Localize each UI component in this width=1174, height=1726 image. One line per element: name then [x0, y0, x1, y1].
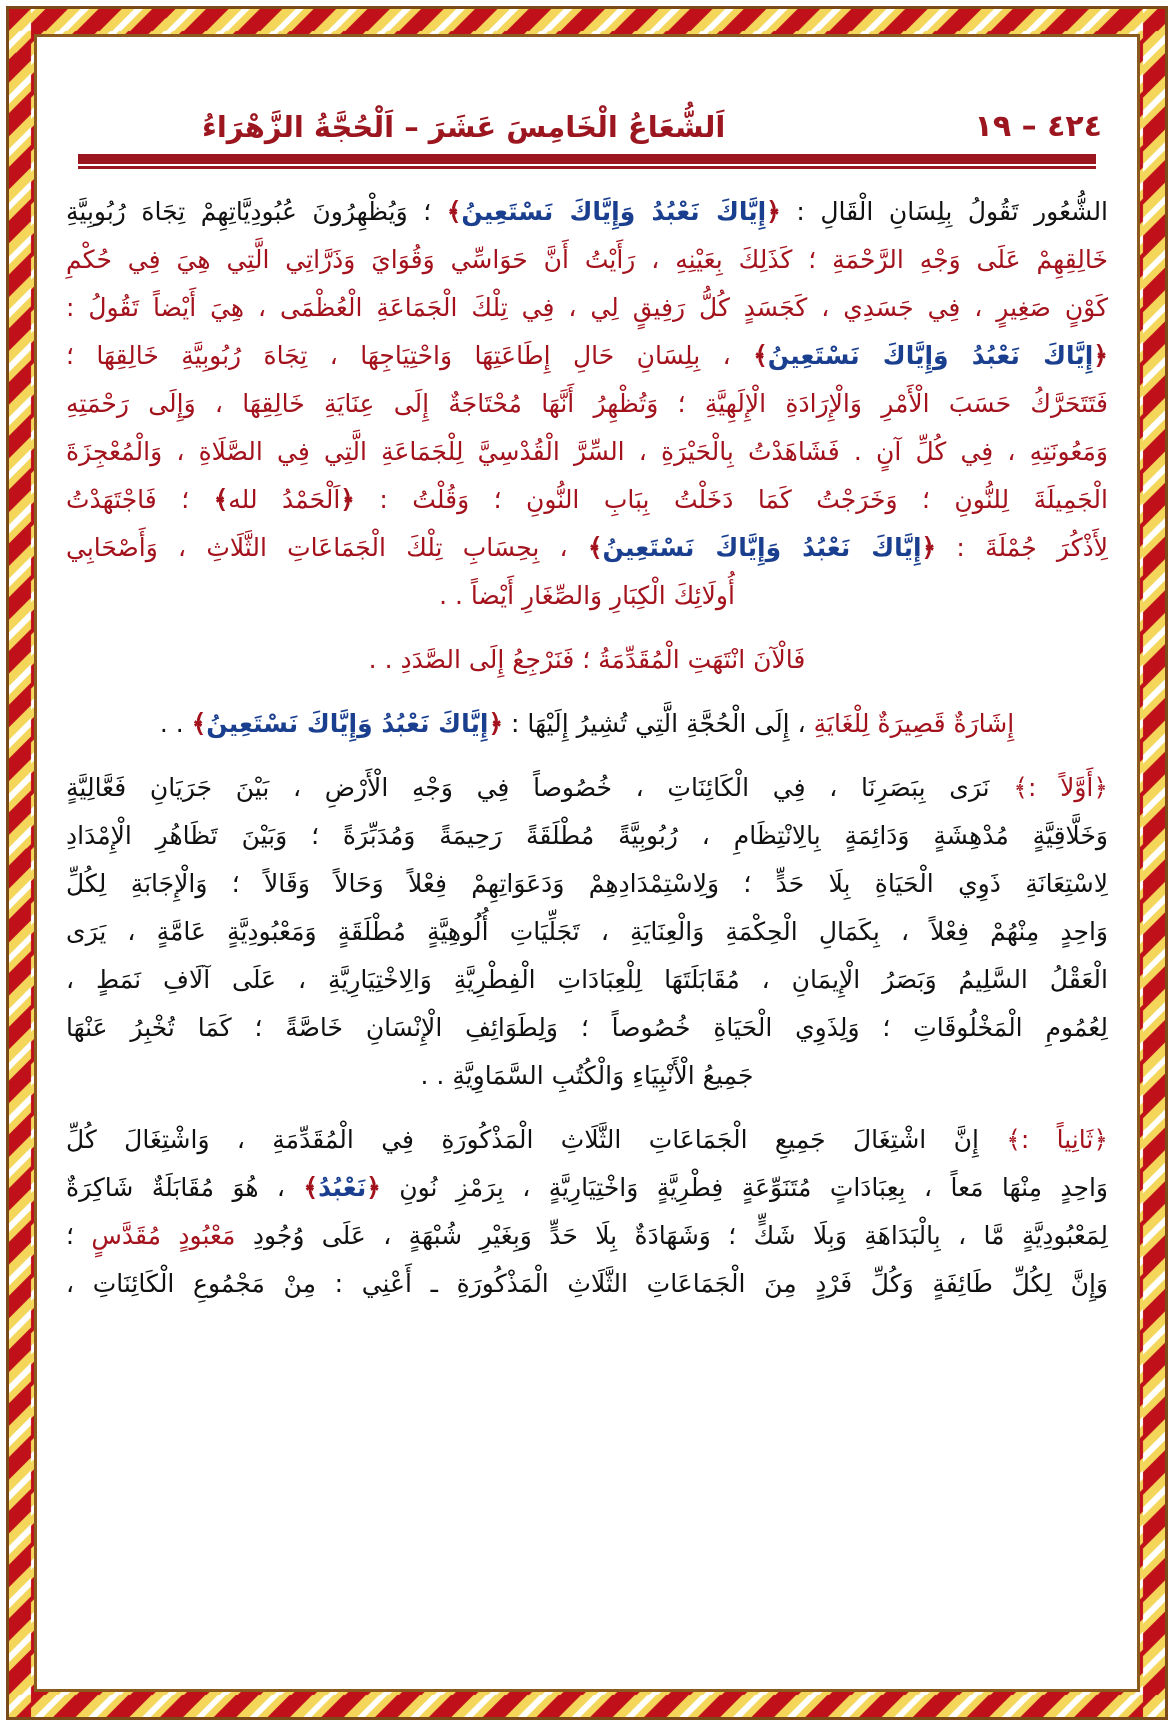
line-4-rest: ، بِلِسَانِ حَالِ إِطَاعَتِهَا وَاحْتِيَاجِهَا ، تِجَاهَ رُبُوبِيَّةِ خَالِقِهَا ؛ [66, 341, 754, 370]
paragraph-spacer [66, 748, 1108, 764]
page-title: اَلشُّعَاعُ الْخَامِسَ عَشَرَ – اَلْحُجَّةُ الزَّهْرَاءُ [202, 110, 726, 144]
quran-phrase: إِيَّاكَ نَعْبُدُ وَإِيَّاكَ نَسْتَعِينُ [602, 533, 922, 562]
text-line-18: جَمِيعُ الْأَنْبِيَاءِ وَالْكُتُبِ السَّمَاوِيَّةِ . . [420, 1061, 754, 1090]
line-1-segment-a: الشُّعُور تَقُولُ بِلِسَانِ الْقَالِ : [780, 197, 1109, 226]
line-20-segment-a: وَاحِدٍ مِنْهَا مَعاً ، بِعِبَادَاتٍ مُتَنَوِّعَةٍ فِطْرِيَّةٍ وَاخْتِيَارِيَّةٍ ، بِرَمْزِ نُونِ [380, 1173, 1108, 1202]
text-line-13: وَخَلَّاقِيَّةٍ مُدْهِشَةٍ وَدَائِمَةٍ بِالِانْتِظَامِ ، رُبُوبِيَّةً مُطْلَقَةً رَحِيمَةً وَمُدَبِّرَةً ؛ وَبَيْنَ تَظَاهُرِ الْإِمْدَادِ [66, 821, 1108, 850]
ornament-open-icon: ﴿ [921, 533, 937, 562]
text-line-1 [66, 188, 1108, 235]
ornament-open-icon: ﴿ [366, 1173, 381, 1202]
ornament-close-icon: ﴾ [303, 1173, 319, 1202]
line-11-tail: . . [159, 709, 192, 738]
line-20-segment-b: ، هُوَ مُقَابَلَةٌ شَاكِرَةٌ [66, 1173, 304, 1202]
marker-first: ﴿أَوَّلاً :﴾ [1013, 773, 1108, 802]
body-text [60, 188, 1114, 1307]
text-line-15: وَاحِدٍ مِنْهُمْ فِعْلاً ، بِكَمَالِ الْحِكْمَةِ وَالْعِنَايَةِ ، تَجَلِّيَاتِ أُلُوهِيَّةٍ مُطْلَقَةٍ وَمَعْبُودِيَّةٍ عَامَّةٍ ، يَرَى [66, 917, 1108, 946]
line-1-segment-b: ؛ وَيُظْهِرُونَ عُبُودِيَّاتِهِمْ تِجَاهَ رُبُوبِيَّةِ [66, 197, 447, 226]
text-line-7 [66, 476, 1108, 523]
ornament-close-icon: ﴾ [587, 533, 603, 562]
hamdalah-phrase: اَلْحَمْدُ لله [228, 485, 341, 514]
ornament-open-icon: ﴿ [766, 197, 781, 226]
page-header [60, 62, 1114, 144]
quran-phrase: إِيَّاكَ نَعْبُدُ وَإِيَّاكَ نَسْتَعِينُ [206, 709, 489, 738]
ornament-close-icon: ﴾ [213, 485, 229, 514]
text-line-21 [66, 1212, 1108, 1259]
page-number: ٤٢٤ – ١٩ [974, 109, 1102, 144]
text-line-17: لِعُمُومِ الْمَخْلُوقَاتِ ؛ وَلِذَوِي الْحَيَاةِ خُصُوصاً ؛ وَلِطَوَائِفِ الْإِنْسَانِ خَاصَّةً ؛ كَمَا تُخْبِرُ عَنْهَا [66, 1013, 1108, 1042]
line-7-segment-a: الْجَمِيلَةَ لِلنُّونِ ؛ وَخَرَجْتُ كَمَا دَخَلْتُ بِبَابِ النُّونِ ؛ وَقُلْتُ : [354, 485, 1108, 514]
header-divider [78, 154, 1096, 166]
text-line-10: فَالْآنَ انْتَهَتِ الْمُقَدِّمَةُ ؛ فَنَرْجِعُ إِلَى الصَّدَدِ . . [368, 645, 806, 674]
text-line-6: وَمَعُونَتِهِ ، فِي كُلِّ آنٍ . فَشَاهَدْتُ بِالْحَيْرَةِ ، السِّرَّ الْقُدْسِيَّ لِلْجَمَاعَةِ الَّتِي فِي الصَّلَاةِ ، وَالْمُعْجِزَةَ [66, 437, 1108, 466]
ornament-close-icon: ﴾ [446, 197, 462, 226]
text-line-2: خَالِقِهِمْ عَلَى وَجْهِ الرَّحْمَةِ ؛ كَذَلِكَ بِعَيْنِهِ ، رَأَيْتُ أَنَّ حَوَاسِّي وَقُوَايَ وَذَرَّاتِي الَّتِي هِيَ فِي حُكْمِ [66, 245, 1108, 274]
quran-phrase: إِيَّاكَ نَعْبُدُ وَإِيَّاكَ نَسْتَعِينُ [461, 197, 767, 226]
line-12-text: نَرَى بِبَصَرِنَا ، فِي الْكَائِنَاتِ ، خُصُوصاً فِي وَجْهِ الْأَرْضِ ، بَيْنَ جَرَيَانِ فَعَّالِيَّةٍ [66, 773, 1014, 802]
sacred-worshipped-phrase: مَعْبُودٍ مُقَدَّسٍ [91, 1221, 236, 1250]
ornament-open-icon: ﴿ [488, 709, 504, 738]
line-7-segment-b: ؛ فَاجْتَهَدْتُ [66, 485, 214, 514]
text-line-22: وَإِنَّ لِكُلِّ طَائِفَةٍ وَكُلِّ فَرْدٍ مِنَ الْجَمَاعَاتِ الثَّلَاثِ الْمَذْكُورَةِ ـ أَعْنِي : مِنْ مَجْمُوعِ الْكَائِنَاتِ ، [66, 1269, 1108, 1298]
line-19-text: إِنَّ اشْتِغَالَ جَمِيعِ الْجَمَاعَاتِ الثَّلَاثِ الْمَذْكُورَةِ فِي الْمُقَدِّمَةِ ، وَاشْتِغَالَ كُلِّ [66, 1125, 1007, 1154]
ornament-open-icon: ﴿ [340, 485, 355, 514]
text-line-14: لِاسْتِعَانَةِ ذَوِي الْحَيَاةِ بِلَا حَدٍّ ؛ وَلِاسْتِمْدَادِهِمْ وَدَعَوَاتِهِمْ فِعْلاً وَحَالاً وَقَالاً ؛ وَالْإِجَابَةِ لِكُلِّ [66, 869, 1108, 898]
ornament-close-icon: ﴾ [191, 709, 207, 738]
text-line-19 [66, 1116, 1108, 1163]
line-21-segment-a: لِمَعْبُودِيَّةٍ مَّا ، بِالْبَدَاهَةِ وَبِلَا شَكٍّ ؛ وَشَهَادَةٌ بِلَا حَدٍّ وَبِغَيْرِ شُبْهَةٍ ، عَلَى وُجُودِ [235, 1221, 1109, 1250]
line-8-segment-b: ، بِحِسَابِ تِلْكَ الْجَمَاعَاتِ الثَّلَاثِ ، وَأَصْحَابِي [66, 533, 588, 562]
text-line-3: كَوْنٍ صَغِيرٍ ، فِي جَسَدِي ، كَجَسَدٍ كُلُّ رَفِيقٍ لِي ، فِي تِلْكَ الْجَمَاعَةِ الْعُظْمَى ، هِيَ أَيْضاً تَقُولُ : [66, 293, 1108, 322]
line-11-black: ، إِلَى الْحُجَّةِ الَّتِي تُشِيرُ إِلَيْهَا : [503, 709, 814, 738]
paragraph-spacer [66, 684, 1108, 700]
marker-second: ﴿ثَانِياً :﴾ [1006, 1125, 1108, 1154]
page-content [42, 42, 1132, 1684]
paragraph-spacer [66, 620, 1108, 636]
nabud-phrase: نَعْبُدُ [318, 1173, 367, 1202]
paragraph-spacer [66, 1100, 1108, 1116]
text-line-5: فَتَتَحَرَّكُ حَسَبَ الْأَمْرِ وَالْإِرَادَةِ الْإِلَهِيَّةِ ؛ وَتُظْهِرُ أَنَّهَا مُحْتَاجَةٌ إِلَى عِنَايَةِ خَالِقِهَا ، وَإِلَى رَحْمَتِهِ [66, 389, 1108, 418]
line-21-segment-b: ؛ [66, 1221, 92, 1250]
text-line-9: أُولَائِكَ الْكِبَارِ وَالصِّغَارِ أَيْضاً . . [439, 581, 735, 610]
text-line-11 [66, 700, 1108, 747]
ornament-open-icon: ﴿ [1093, 341, 1109, 370]
text-line-20 [66, 1164, 1108, 1211]
ornament-close-icon: ﴾ [753, 341, 768, 370]
text-line-16: الْعَقْلُ السَّلِيمُ وَبَصَرُ الْإِيمَانِ ، مُقَابَلَتَهَا لِلْعِبَادَاتِ الْفِطْرِيَّةِ وَالِاخْتِيَارِيَّةِ ، عَلَى آلَافِ نَمَطٍ ، [66, 965, 1108, 994]
text-line-12 [66, 764, 1108, 811]
line-8-segment-a: لِأَذْكُرَ جُمْلَةَ : [936, 533, 1108, 562]
quran-phrase: إِيَّاكَ نَعْبُدُ وَإِيَّاكَ نَسْتَعِينُ [767, 341, 1094, 370]
text-line-8 [66, 524, 1108, 571]
short-indication-label: إِشَارَةٌ قَصِيرَةٌ لِلْغَايَةِ [813, 709, 1015, 738]
text-line-4 [66, 332, 1108, 379]
